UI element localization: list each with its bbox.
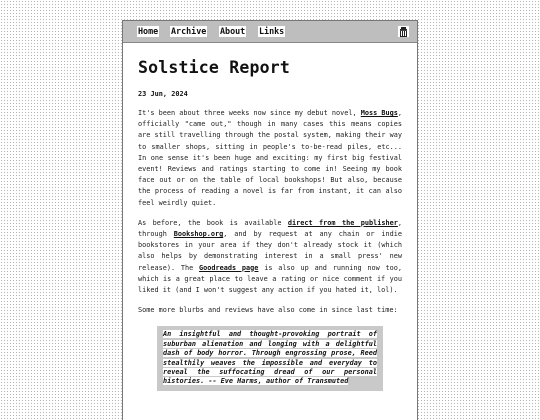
- post-paragraph-3: Some more blurbs and reviews have also come in since last time:: [138, 306, 398, 315]
- post-paragraph-1: [138, 108, 402, 209]
- top-nav: [123, 21, 417, 43]
- nav-archive-link[interactable]: Archive: [171, 26, 207, 36]
- page-container: [122, 20, 418, 420]
- p1-text-a: It's been about three weeks now since my debut novel,: [138, 109, 361, 117]
- post-content: [123, 43, 417, 391]
- moss-bugs-link[interactable]: Moss Bugs: [360, 109, 398, 117]
- rss-icon[interactable]: [398, 26, 409, 37]
- p2-text-c: , and by request at any chain or indie bookstores in your area if they don't already stock it (which also helps by demonstrating interest in a small press' new release). The: [138, 230, 402, 272]
- goodreads-link[interactable]: Goodreads page: [199, 263, 259, 272]
- bookshop-link[interactable]: Bookshop.org: [173, 230, 224, 239]
- p2-text-d: is also up and running now too, which is a great place to leave a rating or nice comment if you liked it (and I won't suggest any action if you hated it, lol).: [138, 263, 403, 295]
- blurb-quote-text: An insightful and thought-provoking portrait of suburban alienation and longing with a delightful dash of body horror. Through engrossing prose, Reed stealthily weaves the impossible and everyday to reveal the suffocating dread of our personal histories. -- Eve Harms, author of Transmuted: [163, 330, 377, 386]
- p2-text-b: , through: [138, 218, 402, 239]
- blurb-quote: [157, 326, 383, 390]
- p2-text-a: As before, the book is available: [138, 218, 288, 227]
- post-paragraph-2: [138, 218, 402, 296]
- nav-links-link[interactable]: Links: [259, 26, 285, 36]
- nav-home-link[interactable]: Home: [138, 26, 159, 36]
- post-date: 23 Jun, 2024: [138, 90, 188, 98]
- p1-text-b: , officially "came out," though in many cases this means copies are still travelling through the postal system, making their way to smaller shops, sitting in people's to-be-read piles, etc... In one sense it's been huge and exciting: my first big festival event! Reviews and ratings starting to come in! Seeing my book face out or on the table of local bookshops! But also, because the process of reading a novel is far from instant, it can also feel weirdly quiet.: [138, 109, 402, 207]
- publisher-link[interactable]: direct from the publisher: [287, 218, 398, 227]
- nav-about-link[interactable]: About: [220, 26, 246, 36]
- post-title: Solstice Report: [138, 58, 291, 77]
